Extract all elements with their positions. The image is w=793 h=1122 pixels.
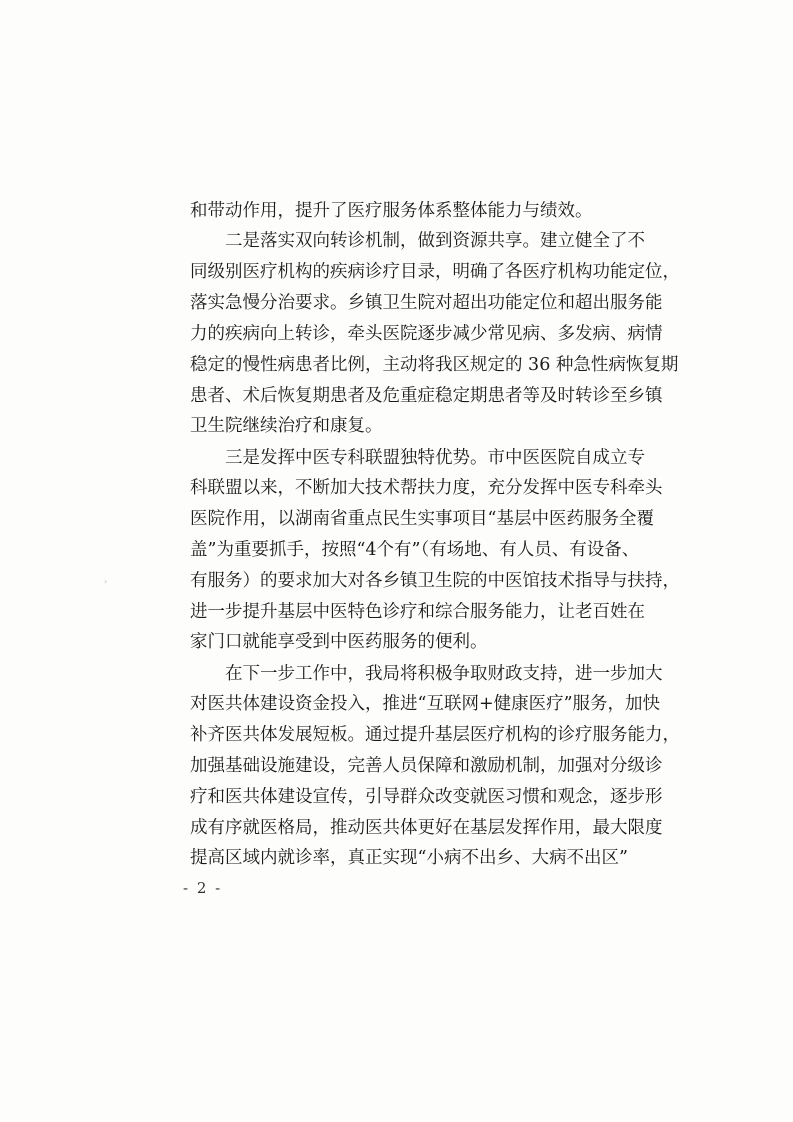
paragraph-4-line-3: 补齐医共体发展短板。通过提升基层医疗机构的诊疗服务能力， [190, 725, 680, 745]
paragraph-2-line-6: 患者、术后恢复期患者及危重症稳定期患者等及时转诊至乡镇 [190, 386, 663, 406]
paragraph-2-line-3: 落实急慢分治要求。乡镇卫生院对超出功能定位和超出服务能 [190, 293, 663, 313]
margin-mark: › [104, 577, 108, 586]
paragraph-3-line-6: 进一步提升基层中医特色诊疗和综合服务能力，让老百姓在 [190, 602, 645, 622]
paragraph-2-line-2: 同级别医疗机构的疾病诊疗目录，明确了各医疗机构功能定位， [190, 262, 680, 282]
text-line-1: 和带动作用，提升了医疗服务体系整体能力与绩效。 [190, 201, 593, 221]
paragraph-4-line-4: 加强基础设施建设，完善人员保障和激励机制，加强对分级诊 [190, 756, 663, 776]
paragraph-4-line-7: 提高区域内就诊率，真正实现“小病不出乡、大病不出区” [190, 848, 628, 868]
page-number: - 2 - [183, 879, 223, 897]
paragraph-3-line-4: 盖”为重要抓手，按照“4个有”（有场地、有人员、有设备、 [190, 540, 640, 560]
paragraph-3-line-3: 医院作用，以湖南省重点民生实事项目“基层中医药服务全覆 [190, 509, 654, 529]
paragraph-4-line-2: 对医共体建设资金投入，推进“互联网+健康医疗”服务，加快 [190, 694, 661, 714]
paragraph-2-line-7: 卫生院继续治疗和康复。 [190, 416, 383, 436]
paragraph-2-line-4: 力的疾病向上转诊，牵头医院逐步减少常见病、多发病、病情 [190, 324, 663, 344]
paragraph-2-line-5: 稳定的慢性病患者比例，主动将我区规定的 36 种急性病恢复期 [190, 355, 679, 375]
paragraph-3-line-7: 家门口就能享受到中医药服务的便利。 [190, 632, 488, 652]
paragraph-3-line-5: 有服务）的要求加大对各乡镇卫生院的中医馆技术指导与扶持， [190, 571, 680, 591]
paragraph-2-line-1: 二是落实双向转诊机制，做到资源共享。建立健全了不 [225, 231, 645, 251]
paragraph-4-line-5: 疗和医共体建设宣传，引导群众改变就医习惯和观念，逐步形 [190, 787, 663, 807]
paragraph-4-line-6: 成有序就医格局，推动医共体更好在基层发挥作用，最大限度 [190, 818, 663, 838]
paragraph-4-line-1: 在下一步工作中，我局将积极争取财政支持，进一步加大 [225, 664, 663, 684]
paragraph-3-line-2: 科联盟以来，不断加大技术帮扶力度，充分发挥中医专科牵头 [190, 478, 663, 498]
paragraph-3-line-1: 三是发挥中医专科联盟独特优势。市中医医院自成立专 [225, 448, 645, 468]
